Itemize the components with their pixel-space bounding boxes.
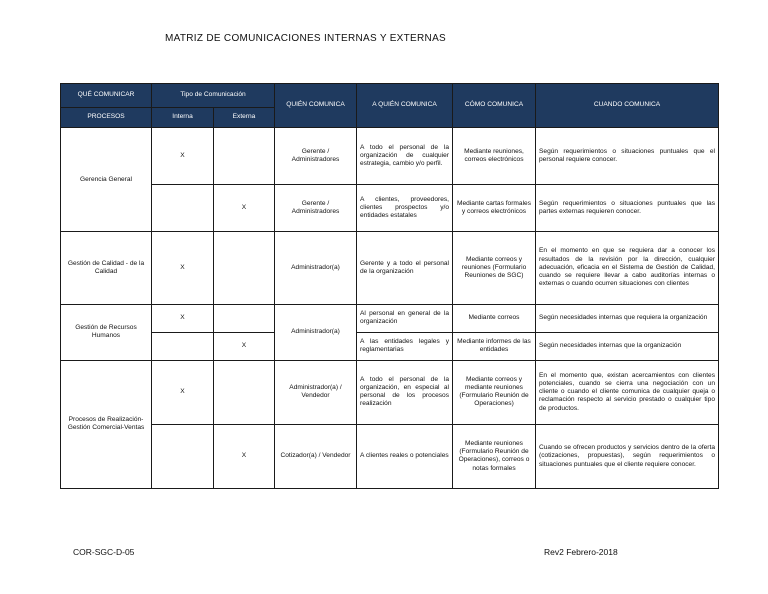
como-cell: Mediante correos y reuniones (Formulario Reuniones de SGC) bbox=[453, 232, 536, 304]
externa-mark bbox=[214, 232, 275, 304]
externa-mark: X bbox=[214, 424, 275, 488]
proceso-cell: Gestión de Calidad - de la Calidad bbox=[61, 232, 152, 304]
header-a-quien-comunica: A QUIÉN COMUNICA bbox=[357, 84, 453, 128]
table-row bbox=[61, 332, 719, 360]
externa-mark: X bbox=[214, 185, 275, 232]
a-quien-cell: A las entidades legales y reglamentarias bbox=[357, 332, 453, 360]
header-externa: Externa bbox=[214, 108, 275, 128]
table-row bbox=[61, 185, 719, 232]
externa-mark: X bbox=[214, 332, 275, 360]
a-quien-cell: A clientes reales o potenciales bbox=[357, 424, 453, 488]
quien-cell: Gerente / Administradores bbox=[275, 185, 357, 232]
a-quien-cell: Al personal en general de la organización bbox=[357, 304, 453, 332]
interna-mark: X bbox=[152, 304, 214, 332]
a-quien-cell: A clientes, proveedores, clientes prospectos y/o entidades estatales bbox=[357, 185, 453, 232]
cuando-cell: Cuando se ofrecen productos y servicios dentro de la oferta (cotizaciones, propuestas), según requerimientos o situaciones puntuales que el cliente requiere conocer. bbox=[536, 424, 719, 488]
interna-mark: X bbox=[152, 232, 214, 304]
header-tipo-comunicacion: Tipo de Comunicación bbox=[152, 84, 275, 108]
quien-cell: Administrador(a) bbox=[275, 232, 357, 304]
externa-mark bbox=[214, 360, 275, 424]
como-cell: Mediante informes de las entidades bbox=[453, 332, 536, 360]
como-cell: Mediante correos y mediante reuniones (Formulario Reunión de Operaciones) bbox=[453, 360, 536, 424]
externa-mark bbox=[214, 128, 275, 185]
table-row bbox=[61, 128, 719, 185]
como-cell: Mediante cartas formales y correos electrónicos bbox=[453, 185, 536, 232]
como-cell: Mediante correos bbox=[453, 304, 536, 332]
a-quien-cell: A todo el personal de la organización de cualquier estrategia, cambio y/o perfil. bbox=[357, 128, 453, 185]
header-quien-comunica: QUIÉN COMUNICA bbox=[275, 84, 357, 128]
header-procesos: PROCESOS bbox=[61, 108, 152, 128]
cuando-cell: En el momento en que se requiera dar a conocer los resultados de la revisión por la dirección, cualquier adecuación, eficacia en el Sistema de Gestión de Calidad, cuando se requiere llevar a cabo auditorías internas o externas o cuando ocurren situaciones con clientes bbox=[536, 232, 719, 304]
cuando-cell: Según requerimientos o situaciones puntuales que el personal requiere conocer. bbox=[536, 128, 719, 185]
cuando-cell: Según requerimientos o situaciones puntuales que las partes externas requieren conocer. bbox=[536, 185, 719, 232]
quien-cell: Cotizador(a) / Vendedor bbox=[275, 424, 357, 488]
cuando-cell: Según necesidades internas que la organización bbox=[536, 332, 719, 360]
quien-cell: Administrador(a) bbox=[275, 304, 357, 360]
communications-matrix-table bbox=[60, 83, 719, 489]
header-como-comunica: CÓMO COMUNICA bbox=[453, 84, 536, 128]
table-row bbox=[61, 304, 719, 332]
header-interna: Interna bbox=[152, 108, 214, 128]
como-cell: Mediante reuniones (Formulario Reunión de Operaciones), correos o notas formales bbox=[453, 424, 536, 488]
interna-mark: X bbox=[152, 360, 214, 424]
proceso-cell: Procesos de Realización-Gestión Comercial-Ventas bbox=[61, 360, 152, 488]
header-que-comunicar: QUÉ COMUNICAR bbox=[61, 84, 152, 108]
proceso-cell: Gerencia General bbox=[61, 128, 152, 232]
como-cell: Mediante reuniones, correos electrónicos bbox=[453, 128, 536, 185]
interna-mark bbox=[152, 424, 214, 488]
footer-document-code: COR-SGC-D-05 bbox=[73, 547, 135, 557]
cuando-cell: En el momento que, existan acercamientos con clientes potenciales, cuando se cierra una negociación con un cliente o cuando el cliente comunica de cualquier queja o reclamación respecto al servicio prestado o cualquier tipo de productos. bbox=[536, 360, 719, 424]
interna-mark bbox=[152, 185, 214, 232]
interna-mark bbox=[152, 332, 214, 360]
a-quien-cell: A todo el personal de la organización, en especial al personal de los procesos realización bbox=[357, 360, 453, 424]
cuando-cell: Según necesidades internas que requiera la organización bbox=[536, 304, 719, 332]
footer-revision: Rev2 Febrero-2018 bbox=[544, 547, 618, 557]
document-title: MATRIZ DE COMUNICACIONES INTERNAS Y EXTERNAS bbox=[165, 33, 447, 44]
table-row bbox=[61, 232, 719, 304]
header-cuando-comunica: CUANDO COMUNICA bbox=[536, 84, 719, 128]
quien-cell: Gerente / Administradores bbox=[275, 128, 357, 185]
quien-cell: Administrador(a) / Vendedor bbox=[275, 360, 357, 424]
table-row bbox=[61, 360, 719, 424]
externa-mark bbox=[214, 304, 275, 332]
table-row bbox=[61, 424, 719, 488]
interna-mark: X bbox=[152, 128, 214, 185]
proceso-cell: Gestión de Recursos Humanos bbox=[61, 304, 152, 360]
a-quien-cell: Gerente y a todo el personal de la organización bbox=[357, 232, 453, 304]
